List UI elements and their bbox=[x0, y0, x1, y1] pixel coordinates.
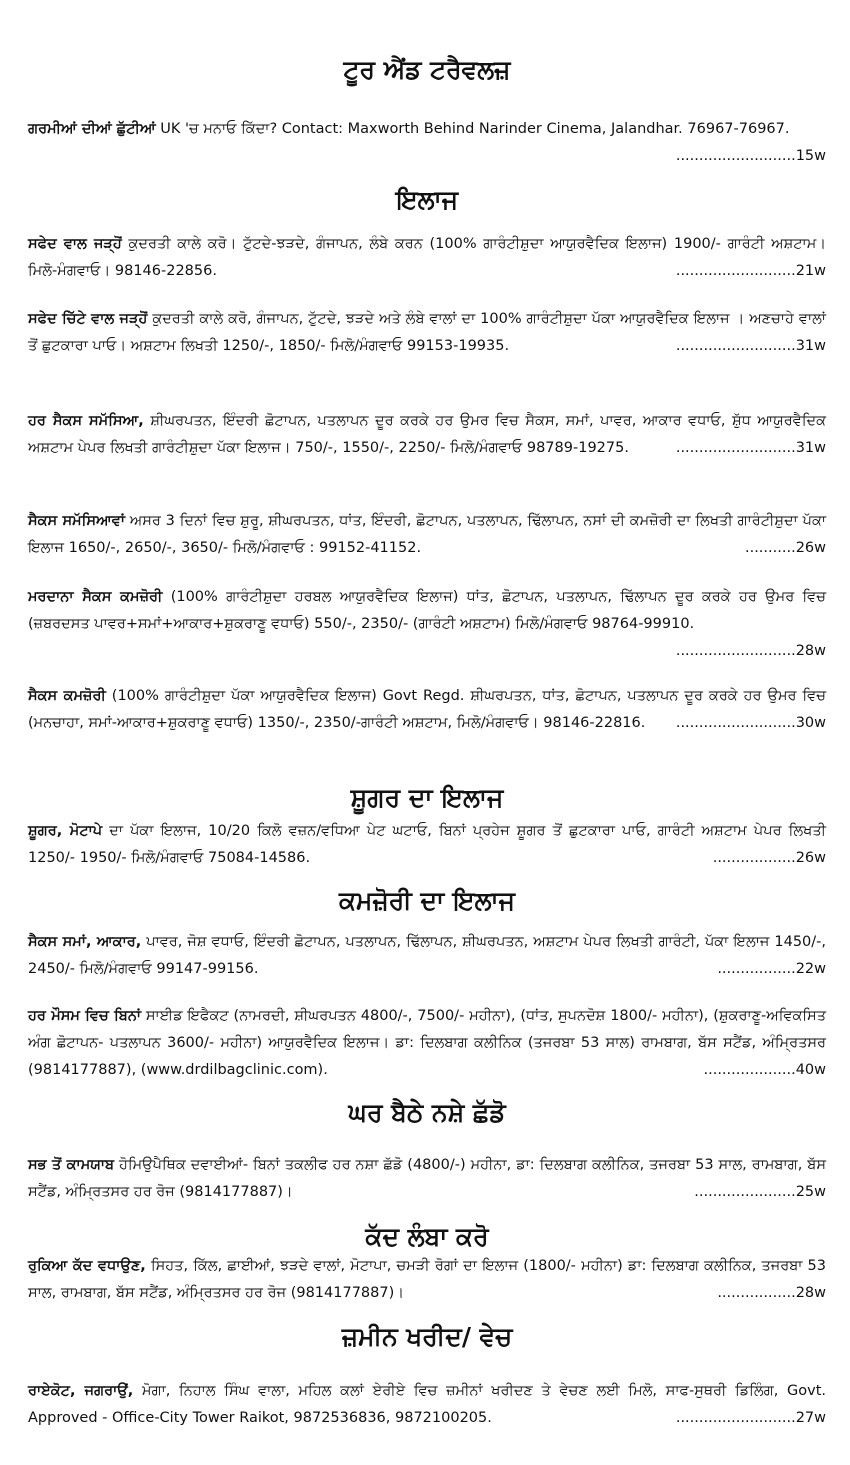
ad-body: (100% ਗਾਰੰਟੀਸ਼ੁਦਾ ਪੱਕਾ ਆਯੁਰਵੈਦਿਕ ਇਲਾਜ) Govt Regd. ਸ਼ੀਘਰਪਤਨ, ਧਾਂਤ, ਛੋਟਾਪਨ, ਪਤਲਾਪਨ ਦੂਰ ਕਰਕੇ ਹਰ ਉਮਰ ਵਿਚ (ਮਨਚਾਹਾ, ਸਮਾਂ-ਆਕਾਰ+ਸ਼ੁਕਰਾਣੂ ਵਧਾਓ) 1350/-, 2350/-ਗਾਰੰਟੀ ਅਸ਼ਟਾਮ, ਮਿਲੋ/ਮੰਗਵਾਓ। 98146-22816. bbox=[28, 688, 826, 731]
section-heading-weakness-treatment: ਕਮਜ਼ੋਰੀ ਦਾ ਇਲਾਜ bbox=[338, 886, 516, 915]
ad-body: ਸਿਹਤ, ਕਿੱਲ, ਛਾਈਆਂ, ਝੜਦੇ ਵਾਲਾਂ, ਮੋਟਾਪਾ, ਚਮੜੀ ਰੋਗਾਂ ਦਾ ਇਲਾਜ (1800/- ਮਹੀਨਾ) ਡਾ: ਦਿਲਬਾਗ ਕਲੀਨਿਕ, ਤਜਰਬਾ 53 ਸਾਲ, ਰਾਮਬਾਗ, ਬੱਸ ਸਟੈਂਡ, ਅੰਮ੍ਰਿਤਸਰ ਹਰ ਰੋਜ (9814177887)। bbox=[28, 1258, 826, 1301]
ad-listing bbox=[28, 306, 826, 360]
ad-lead: ਹਰ ਮੌਸਮ ਵਿਚ ਬਿਨਾਂ bbox=[28, 1008, 141, 1024]
ad-code: .................28w bbox=[717, 1285, 826, 1301]
ad-code: ..........................28w bbox=[675, 643, 826, 659]
ad-body: ਹੋਮਿਉਪੈਥਿਕ ਦਵਾਈਆਂ- ਬਿਨਾਂ ਤਕਲੀਫ ਹਰ ਨਸ਼ਾ ਛੱਡੋ (4800/-) ਮਹੀਨਾ, ਡਾ: ਦਿਲਬਾਗ ਕਲੀਨਿਕ, ਤਜਰਬਾ 53 ਸਾਲ, ਰਾਮਬਾਗ, ਬੱਸ ਸਟੈਂਡ, ਅੰਮ੍ਰਿਤਸਰ ਹਰ ਰੋਜ (9814177887)। bbox=[28, 1157, 826, 1200]
ad-listing bbox=[28, 408, 826, 462]
ad-lead: ਸੈਕਸ ਸਮੱਸਿਆਵਾਂ bbox=[28, 513, 125, 529]
ad-lead: ਮਰਦਾਨਾ ਸੈਕਸ ਕਮਜ਼ੋਰੀ bbox=[28, 589, 163, 605]
ad-body: ਅਸਰ 3 ਦਿਨਾਂ ਵਿਚ ਸ਼ੁਰੂ, ਸ਼ੀਘਰਪਤਨ, ਧਾਂਤ, ਇੰਦਰੀ, ਛੋਟਾਪਨ, ਪਤਲਾਪਨ, ਢਿੱਲਾਪਨ, ਨਸਾਂ ਦੀ ਕਮਜ਼ੋਰੀ ਦਾ ਲਿਖਤੀ ਗਾਰੰਟੀਸ਼ੁਦਾ ਪੱਕਾ ਇਲਾਜ 1650/-, 2650/-, 3650/- ਮਿਲੋ/ਮੰਗਵਾਓ : 99152-41152. bbox=[28, 513, 826, 556]
ad-listing bbox=[28, 116, 826, 170]
ad-lead: ਸਭ ਤੋਂ ਕਾਮਯਾਬ bbox=[28, 1157, 115, 1173]
ad-lead: ਰੁਕਿਆ ਕੱਦ ਵਧਾਉਣ, bbox=[28, 1258, 146, 1274]
ad-listing bbox=[28, 683, 826, 737]
ad-code: ..................26w bbox=[712, 850, 826, 866]
ad-code: ..........................31w bbox=[675, 440, 826, 456]
section-heading-treatment: ਇਲਾਜ bbox=[395, 185, 459, 214]
ad-lead: ਸਫੇਦ ਵਾਲ ਜੜ੍ਹੋਂ bbox=[28, 236, 122, 252]
ad-code: ..........................15w bbox=[675, 148, 826, 164]
ad-lead: ਸਫੇਦ ਚਿੱਟੇ ਵਾਲ ਜੜ੍ਹੋਂ bbox=[28, 311, 148, 327]
ad-listing bbox=[28, 231, 826, 285]
section-heading-land-buy-sell: ਜ਼ਮੀਨ ਖਰੀਦ/ ਵੇਚ bbox=[341, 1322, 513, 1351]
ad-body: ਦਾ ਪੱਕਾ ਇਲਾਜ, 10/20 ਕਿਲੋ ਵਜ਼ਨ/ਵਧਿਆ ਪੇਟ ਘਟਾਓ, ਬਿਨਾਂ ਪ੍ਰਹੇਜ ਸ਼ੂਗਰ ਤੋਂ ਛੁਟਕਾਰਾ ਪਾਓ, ਗਾਰੰਟੀ ਅਸ਼ਟਾਮ ਪੇਪਰ ਲਿਖਤੀ 1250/- 1950/- ਮਿਲੋ/ਮੰਗਵਾਓ 75084-14586. bbox=[28, 823, 826, 866]
section-heading-increase-height: ਕੱਦ ਲੰਬਾ ਕਰੋ bbox=[365, 1222, 489, 1251]
ad-listing bbox=[28, 1378, 826, 1432]
ad-listing bbox=[28, 929, 826, 983]
ad-code: ...........26w bbox=[744, 540, 826, 556]
ad-listing bbox=[28, 584, 826, 665]
ad-body: ਸਾਈਡ ਇਫੈਕਟ (ਨਾਮਰਦੀ, ਸ਼ੀਘਰਪਤਨ 4800/-, 7500/- ਮਹੀਨਾ), (ਧਾਂਤ, ਸੁਪਨਦੋਸ਼ 1800/- ਮਹੀਨਾ), (ਸ਼ੁਕਰਾਣੂ-ਅਵਿਕਸਿਤ ਅੰਗ ਛੋਟਾਪਨ- ਪਤਲਾਪਨ 3600/- ਮਹੀਨਾ) ਆਯੁਰਵੈਦਿਕ ਇਲਾਜ। ਡਾ: ਦਿਲਬਾਗ ਕਲੀਨਿਕ (ਤਜਰਬਾ 53 ਸਾਲ) ਰਾਮਬਾਗ, ਬੱਸ ਸਟੈਂਡ, ਅੰਮ੍ਰਿਤਸਰ (9814177887), (www.drdilbagclinic.com). bbox=[28, 1008, 826, 1078]
ad-code: ..........................30w bbox=[675, 715, 826, 731]
ad-body: ਪਾਵਰ, ਜੋਸ਼ ਵਧਾਓ, ਇੰਦਰੀ ਛੋਟਾਪਨ, ਪਤਲਾਪਨ, ਢਿੱਲਾਪਨ, ਸ਼ੀਘਰਪਤਨ, ਅਸ਼ਟਾਮ ਪੇਪਰ ਲਿਖਤੀ ਗਾਰੰਟੀ, ਪੱਕਾ ਇਲਾਜ 1450/-, 2450/- ਮਿਲੋ/ਮੰਗਵਾਓ 99147-99156. bbox=[28, 934, 826, 977]
ad-lead: ਗਰਮੀਆਂ ਦੀਆਂ ਛੁੱਟੀਆਂ bbox=[28, 121, 156, 137]
ad-code: ..........................31w bbox=[675, 338, 826, 354]
ad-lead: ਸੈਕਸ ਕਮਜ਼ੋਰੀ bbox=[28, 688, 106, 704]
ad-body: ਕੁਦਰਤੀ ਕਾਲੇ ਕਰੋ, ਗੰਜਾਪਨ, ਟੁੱਟਦੇ, ਝੜਦੇ ਅਤੇ ਲੰਬੇ ਵਾਲਾਂ ਦਾ 100% ਗਾਰੰਟੀਸ਼ੁਦਾ ਪੱਕਾ ਆਯੁਰਵੈਦਿਕ ਇਲਾਜ । ਅਣਚਾਹੇ ਵਾਲਾਂ ਤੋਂ ਛੁਟਕਾਰਾ ਪਾਓ। ਅਸ਼ਟਾਮ ਲਿਖਤੀ 1250/-, 1850/- ਮਿਲੋ/ਮੰਗਵਾਓ 99153-19935. bbox=[28, 311, 826, 354]
ad-lead: ਰਾਏਕੋਟ, ਜਗਰਾਉਂ, bbox=[28, 1383, 134, 1399]
section-heading-sugar-treatment: ਸ਼ੂਗਰ ਦਾ ਇਲਾਜ bbox=[350, 783, 504, 812]
ad-listing bbox=[28, 1152, 826, 1206]
section-heading-quit-addiction: ਘਰ ਬੈਠੇ ਨਸ਼ੇ ਛੱਡੋ bbox=[348, 1098, 506, 1127]
section-heading-tour-travels: ਟੂਰ ਐਂਡ ਟਰੈਵਲਜ਼ bbox=[343, 55, 511, 84]
ad-body: (100% ਗਾਰੰਟੀਸ਼ੁਦਾ ਹਰਬਲ ਆਯੁਰਵੈਦਿਕ ਇਲਾਜ) ਧਾਂਤ, ਛੋਟਾਪਨ, ਪਤਲਾਪਨ, ਢਿੱਲਾਪਨ ਦੂਰ ਕਰਕੇ ਹਰ ਉਮਰ ਵਿਚ (ਜ਼ਬਰਦਸਤ ਪਾਵਰ+ਸਮਾਂ+ਆਕਾਰ+ਸ਼ੁਕਰਾਣੂ ਵਧਾਓ) 550/-, 2350/- (ਗਾਰੰਟੀ ਅਸ਼ਟਾਮ) ਮਿਲੋ/ਮੰਗਵਾਓ 98764-99910. bbox=[28, 589, 827, 632]
ad-code: ....................40w bbox=[703, 1062, 826, 1078]
ad-body: ਕੁਦਰਤੀ ਕਾਲੇ ਕਰੋ। ਟੁੱਟਦੇ-ਝੜਦੇ, ਗੰਜਾਪਨ, ਲੰਬੇ ਕਰਨ (100% ਗਾਰੰਟੀਸ਼ੁਦਾ ਆਯੁਰਵੈਦਿਕ ਇਲਾਜ) 1900/- ਗਾਰੰਟੀ ਅਸ਼ਟਾਮ। ਮਿਲੋ-ਮੰਗਵਾਓ। 98146-22856. bbox=[28, 236, 827, 279]
ad-body: UK 'ਚ ਮਨਾਓ ਕਿੱਦਾ? Contact: Maxworth Behind Narinder Cinema, Jalandhar. 76967-76967. bbox=[155, 121, 790, 137]
ad-body: ਸ਼ੀਘਰਪਤਨ, ਇੰਦਰੀ ਛੋਟਾਪਨ, ਪਤਲਾਪਨ ਦੂਰ ਕਰਕੇ ਹਰ ਉਮਰ ਵਿਚ ਸੈਕਸ, ਸਮਾਂ, ਪਾਵਰ, ਆਕਾਰ ਵਧਾਓ, ਸ਼ੁੱਧ ਆਯੁਰਵੈਦਿਕ ਅਸ਼ਟਾਮ ਪੇਪਰ ਲਿਖਤੀ ਗਾਰੰਟੀਸ਼ੁਦਾ ਪੱਕਾ ਇਲਾਜ। 750/-, 1550/-, 2250/- ਮਿਲੋ/ਮੰਗਵਾਓ 98789-19275. bbox=[28, 413, 826, 456]
ad-lead: ਸੈਕਸ ਸਮਾਂ, ਆਕਾਰ, bbox=[28, 934, 142, 950]
ad-listing bbox=[28, 818, 826, 872]
ad-code: ..........................27w bbox=[675, 1410, 826, 1426]
ad-body: ਮੋਗਾ, ਨਿਹਾਲ ਸਿੰਘ ਵਾਲਾ, ਮਹਿਲ ਕਲਾਂ ਏਰੀਏ ਵਿਚ ਜ਼ਮੀਨਾਂ ਖਰੀਦਣ ਤੇ ਵੇਚਣ ਲਈ ਮਿਲੋ, ਸਾਫ-ਸੁਥਰੀ ਡਿਲਿੰਗ, Govt. Approved - Office-City Tower Raikot, 9872536836, 9872100205. bbox=[28, 1383, 826, 1426]
ad-listing bbox=[28, 1003, 826, 1084]
ad-code: .................22w bbox=[717, 961, 826, 977]
ad-code: ..........................21w bbox=[675, 263, 826, 279]
ad-lead: ਸ਼ੂਗਰ, ਮੋਟਾਪੇ bbox=[28, 823, 103, 839]
ad-listing bbox=[28, 1253, 826, 1307]
ad-code: ......................25w bbox=[694, 1184, 826, 1200]
ad-listing bbox=[28, 508, 826, 562]
ad-lead: ਹਰ ਸੈਕਸ ਸਮੱਸਿਆ, bbox=[28, 413, 144, 429]
